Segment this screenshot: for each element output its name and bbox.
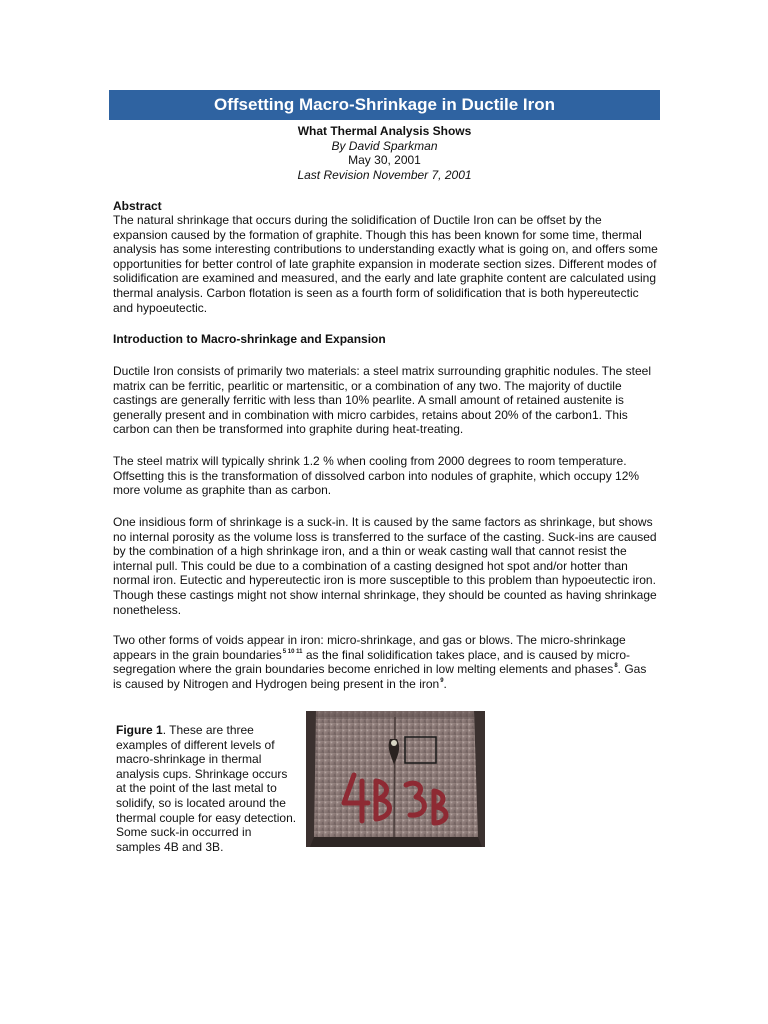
voids-text-part4: . bbox=[443, 676, 447, 691]
citation-ref: 8 bbox=[614, 663, 618, 670]
cup-bottom-edge bbox=[310, 837, 482, 847]
paragraph-steel-matrix: The steel matrix will typically shrink 1.2 % when cooling from 2000 degrees to room temperature. Offsetting this is the transformation of dissolved carbon into nodules of graphite, which occupy 12% more volume as graphite than as carbon. bbox=[113, 454, 640, 498]
revision-line: Last Revision November 7, 2001 bbox=[297, 168, 472, 183]
abstract-heading: Abstract bbox=[113, 199, 162, 213]
author-line: By David Sparkman bbox=[331, 138, 438, 153]
introduction-heading: Introduction to Macro-shrinkage and Expansion bbox=[113, 332, 386, 346]
figure-caption-text: . These are three examples of different levels of macro-shrinkage in thermal analysis cups. Shrinkage occurs at the point of the last metal to solidify, so is located around the thermal couple for easy detection. Some suck-in occurred in samples 4B and 3B. bbox=[116, 723, 297, 854]
thermocouple-tip bbox=[391, 740, 397, 746]
paragraph-voids bbox=[113, 633, 658, 691]
byline-block bbox=[109, 124, 660, 183]
casting-cup-section bbox=[314, 711, 478, 837]
paragraph-suck-in: One insidious form of shrinkage is a suck-in. It is caused by the same factors as shrinkage, but shows no internal porosity as the volume loss is transferred to the surface of the casting. Suck-ins are caused by the combination of a high shrinkage iron, and a thin or weak casting wall that cannot resist the internal pull. This could be due to a combination of a casting designed hot spot and/or hotter than normal iron. Eutectic and hypereutectic iron is more susceptible to this problem than hypoeutectic iron. Though these castings might not show internal shrinkage, they should be counted as having shrinkage nonetheless. bbox=[113, 515, 657, 617]
abstract-body: The natural shrinkage that occurs during the solidification of Ductile Iron can be offset by the expansion caused by the formation of graphite. Though this has been known for some time, thermal analysis has some interesting contributions to understanding exactly what is going on, and offers some opportunities for better control of late graphite expansion in moderate section sizes. Different modes of solidification are examined and measured, and the early and late graphite content are calculated using thermal analysis. Carbon flotation is seen as a fourth form of solidification that is both hypereutectic and hypoeutectic. bbox=[113, 213, 658, 315]
document-title: Offsetting Macro-Shrinkage in Ductile Iron bbox=[109, 90, 660, 120]
voids-text-part1: Two other forms of voids appear in iron: micro-shrinkage, and gas or blows. The micro-shrinkage appears in the grain boundaries bbox=[113, 633, 626, 662]
document-subtitle: What Thermal Analysis Shows bbox=[297, 124, 472, 138]
voids-text-part2: as the final solidification takes place, and is caused by micro-segregation where the grain boundaries become enriched in low melting elements and phases bbox=[113, 647, 630, 677]
cup-center-seam bbox=[394, 717, 395, 837]
citation-ref: 5 10 11 bbox=[282, 648, 303, 655]
figure-caption bbox=[116, 723, 299, 854]
figure-photo bbox=[306, 711, 485, 847]
date-line: May 30, 2001 bbox=[348, 153, 421, 168]
voids-text-part3: . Gas is caused by Nitrogen and Hydrogen being present in the iron bbox=[113, 662, 647, 691]
paragraph-ductile-iron: Ductile Iron consists of primarily two materials: a steel matrix surrounding graphitic nodules. The steel matrix can be ferritic, pearlitic or martensitic, or a combination of any two. The majority of ductile castings are generally ferritic with less than 10% pearlite. A small amount of retained austenite is generally present and in combination with micro carbides, retains about 20% of the carbon1. This carbon can then be transformed into graphite during heat-treating. bbox=[113, 364, 652, 437]
citation-ref: 9 bbox=[440, 677, 444, 684]
figure-label: Figure 1 bbox=[116, 723, 163, 737]
